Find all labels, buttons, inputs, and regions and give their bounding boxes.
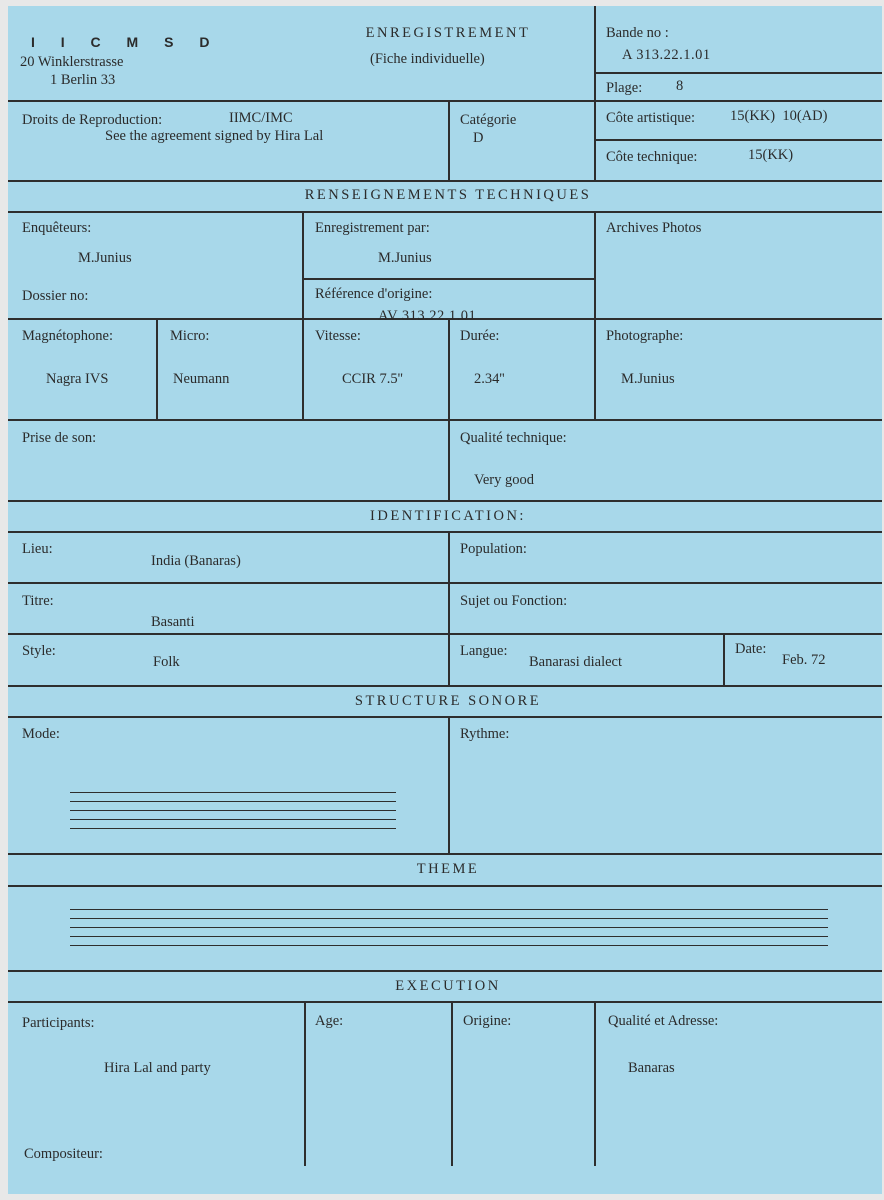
rule-technical-title-bottom	[8, 211, 882, 213]
theme-staff-line	[70, 936, 828, 937]
enregistrement-par-value: M.Junius	[378, 250, 432, 266]
dossier-label: Dossier no:	[22, 288, 89, 304]
rule-prise-top	[8, 419, 882, 421]
origine-label: Origine:	[463, 1013, 512, 1029]
rule-style-top	[8, 633, 882, 635]
participants-value: Hira Lal and party	[104, 1060, 211, 1076]
enregistrement-par-label: Enregistrement par:	[315, 220, 430, 236]
titre-label: Titre:	[22, 593, 54, 609]
plage-value: 8	[676, 78, 684, 94]
population-label: Population:	[460, 541, 527, 557]
mode-label: Mode:	[22, 726, 60, 742]
enqueteurs-value: M.Junius	[78, 250, 132, 266]
rule-execution-title-top	[8, 970, 882, 972]
mode-staff-line	[70, 801, 396, 802]
droits-value: IIMC/IMC	[229, 110, 293, 126]
plage-label: Plage:	[606, 80, 643, 96]
execution-section-title: EXECUTION	[395, 978, 501, 994]
form-subtitle: (Fiche individuelle)	[370, 51, 485, 67]
categorie-label: Catégorie	[460, 112, 517, 128]
date-value: Feb. 72	[782, 652, 826, 668]
langue-label: Langue:	[460, 643, 508, 659]
qualite-adresse-value: Banaras	[628, 1060, 675, 1076]
duree-value: 2.34''	[474, 371, 505, 387]
age-label: Age:	[315, 1013, 344, 1029]
photographe-value: M.Junius	[621, 371, 675, 387]
identification-section-title: IDENTIFICATION:	[370, 508, 526, 524]
rule-v-structure-mid	[448, 716, 450, 853]
rule-identification-bottom	[8, 531, 882, 533]
micro-label: Micro:	[170, 328, 210, 344]
rule-structure-title-top	[8, 685, 882, 687]
theme-staff-line	[70, 945, 828, 946]
rule-v-duree	[448, 318, 450, 419]
magnetophone-label: Magnétophone:	[22, 328, 114, 344]
qualite-technique-label: Qualité technique:	[460, 430, 567, 446]
rule-titre-top	[8, 582, 882, 584]
date-label: Date:	[735, 641, 767, 657]
duree-label: Durée:	[460, 328, 500, 344]
droits-note: See the agreement signed by Hira Lal	[105, 128, 324, 144]
theme-staff-line	[70, 927, 828, 928]
rule-bande-plage	[594, 72, 882, 74]
rule-v-header-right	[594, 6, 596, 180]
qualite-adresse-label: Qualité et Adresse:	[608, 1013, 719, 1029]
cote-artistique-value: 15(KK) 10(AD)	[730, 108, 828, 124]
bande-value: A 313.22.1.01	[622, 47, 711, 63]
theme-section-title: THEME	[416, 861, 480, 877]
rule-v-qualite-adresse	[594, 1001, 596, 1166]
compositeur-label: Compositeur:	[24, 1146, 103, 1162]
rule-v-date	[723, 633, 725, 685]
style-label: Style:	[22, 643, 56, 659]
theme-staff-line	[70, 918, 828, 919]
recording-form-card	[8, 6, 882, 1194]
rule-v-micro	[156, 318, 158, 419]
titre-value: Basanti	[151, 614, 195, 630]
rythme-label: Rythme:	[460, 726, 510, 742]
magnetophone-value: Nagra IVS	[46, 371, 109, 387]
mode-staff-line	[70, 828, 396, 829]
rule-header-bottom	[8, 100, 882, 102]
rule-technical-title-top	[8, 180, 882, 182]
address-line1: 20 Winklerstrasse	[20, 54, 124, 70]
archives-photos-label: Archives Photos	[606, 220, 702, 236]
mode-staff-line	[70, 810, 396, 811]
rule-execution-title-bottom	[8, 1001, 882, 1003]
categorie-value: D	[473, 130, 484, 146]
qualite-technique-value: Very good	[474, 472, 535, 488]
participants-label: Participants:	[22, 1015, 95, 1031]
rule-theme-title-top	[8, 853, 882, 855]
mode-staff-line	[70, 819, 396, 820]
lieu-label: Lieu:	[22, 541, 53, 557]
vitesse-label: Vitesse:	[315, 328, 361, 344]
rule-v-tech-right	[594, 211, 596, 419]
rule-identification-top	[8, 500, 882, 502]
rule-v-qualite	[448, 419, 450, 500]
theme-staff-line	[70, 909, 828, 910]
prise-de-son-label: Prise de son:	[22, 430, 97, 446]
langue-value: Banarasi dialect	[529, 654, 622, 670]
cote-technique-label: Côte technique:	[606, 149, 698, 165]
structure-section-title: STRUCTURE SONORE	[354, 693, 542, 709]
style-value: Folk	[153, 654, 180, 670]
rule-v-categorie	[448, 100, 450, 180]
photographe-label: Photographe:	[606, 328, 684, 344]
rule-v-age	[304, 1001, 306, 1166]
bande-label: Bande no :	[606, 25, 669, 41]
address-line2: 1 Berlin 33	[50, 72, 116, 88]
enqueteurs-label: Enquêteurs:	[22, 220, 92, 236]
technical-section-title: RENSEIGNEMENTS TECHNIQUES	[304, 187, 592, 203]
org-logo: I I C M S D	[31, 34, 221, 50]
cote-technique-value: 15(KK)	[748, 147, 794, 163]
lieu-value: India (Banaras)	[151, 553, 241, 569]
rule-structure-title-bottom	[8, 716, 882, 718]
vitesse-value: CCIR 7.5''	[342, 371, 403, 387]
rule-v-tech-mid	[302, 211, 304, 419]
micro-value: Neumann	[173, 371, 230, 387]
rule-v-identification-mid	[448, 531, 450, 685]
rule-reference-top	[302, 278, 594, 280]
cote-artistique-label: Côte artistique:	[606, 110, 695, 126]
reference-value: AV 313.22.1.01	[378, 308, 477, 324]
droits-label: Droits de Reproduction:	[22, 112, 163, 128]
form-title: ENREGISTREMENT	[365, 25, 531, 41]
rule-cote-split	[594, 139, 882, 141]
rule-v-origine	[451, 1001, 453, 1166]
mode-staff-line	[70, 792, 396, 793]
rule-theme-title-bottom	[8, 885, 882, 887]
sujet-label: Sujet ou Fonction:	[460, 593, 568, 609]
reference-label: Référence d'origine:	[315, 286, 433, 302]
